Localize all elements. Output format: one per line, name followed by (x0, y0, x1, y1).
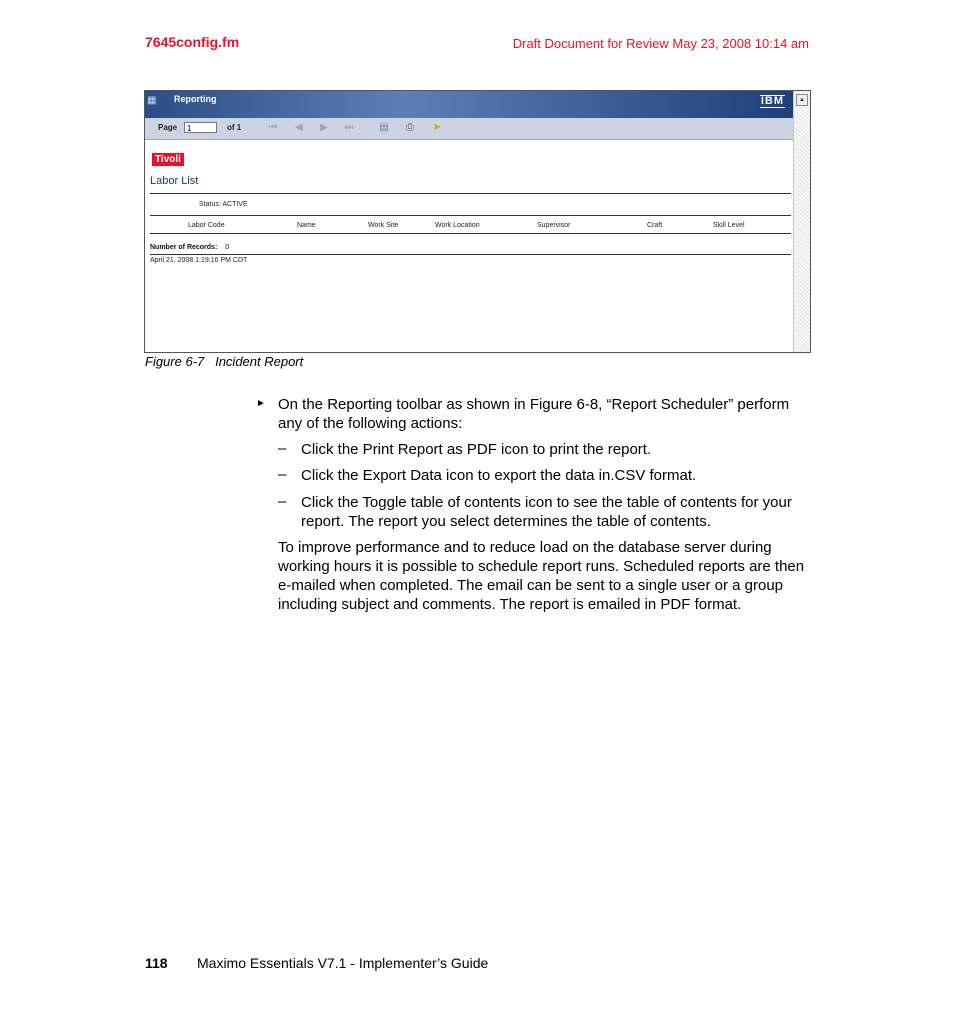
figure-caption: Figure 6-7 Incident Report (145, 354, 304, 369)
page-label: Page (158, 123, 178, 132)
list-item: Click the Export Data icon to export the data in.CSV format. (301, 467, 697, 484)
report-toolbar (145, 118, 793, 140)
header-filename: 7645config.fm (145, 34, 240, 50)
app-icon: ▦ (147, 95, 157, 106)
export-data-icon[interactable]: ➤ (432, 122, 442, 133)
previous-page-icon[interactable]: ◀ (295, 122, 303, 133)
list-item: Click the Toggle table of contents icon to see the table of contents for your report. The report you select determines the table of contents. (301, 494, 792, 530)
bullet-arrow-icon: ► (256, 398, 266, 409)
ibm-logo: IBM (760, 95, 784, 107)
vertical-scrollbar[interactable] (793, 91, 810, 352)
records-value: 0 (225, 244, 230, 251)
bullet-text: On the Reporting toolbar as shown in Figure 6-8, “Report Scheduler” perform any of the following actions: (278, 396, 790, 432)
body-paragraph: To improve performance and to reduce load on the database server during working hours it is possible to schedule report runs. Scheduled reports are then e-mailed when completed. The email can be sent to a single user or a group including subject and comments. The report is emailed in PDF format. (278, 539, 805, 613)
column-header: Work Site (368, 222, 399, 229)
divider (150, 193, 791, 194)
status-text: Status: ACTIVE (199, 201, 248, 208)
book-title: Maximo Essentials V7.1 - Implementer’s Guide (197, 955, 489, 971)
dash-marker: – (278, 493, 287, 510)
list-item: Click the Print Report as PDF icon to print the report. (301, 441, 652, 458)
window-title: Reporting (174, 94, 217, 104)
records-count (150, 244, 229, 251)
header-draft-note: Draft Document for Review May 23, 2008 10:14 am (512, 36, 809, 51)
dash-marker: – (278, 466, 287, 483)
next-page-icon[interactable]: ▶ (320, 122, 328, 133)
report-timestamp: April 21, 2008 1:19:16 PM CDT (150, 257, 248, 264)
column-header: Labor Code (188, 222, 225, 229)
first-page-icon[interactable]: ⏮ (268, 122, 278, 133)
print-pdf-icon[interactable]: ⎙ (406, 122, 414, 133)
window-titlebar (145, 91, 793, 118)
last-page-icon[interactable]: ⏭ (344, 122, 354, 133)
report-title: Labor List (150, 175, 199, 187)
column-header: Supervisor (537, 222, 571, 229)
dash-marker: – (278, 440, 287, 457)
column-header: Skill Level (713, 222, 745, 229)
records-label: Number of Records: (150, 244, 218, 251)
divider (150, 233, 791, 234)
page-input[interactable]: 1 (184, 122, 217, 133)
reporting-screenshot (144, 90, 811, 353)
column-header: Work Location (435, 222, 480, 229)
page-count-label: of 1 (227, 123, 242, 132)
toggle-toc-icon[interactable]: ▤ (379, 122, 389, 133)
column-header: Name (297, 222, 316, 229)
column-header: Craft (647, 222, 663, 229)
tivoli-badge: Tivoli (152, 153, 184, 166)
page-number: 118 (145, 955, 168, 971)
divider (150, 215, 791, 216)
scroll-up-icon[interactable]: ▲ (796, 94, 808, 106)
divider (150, 254, 791, 255)
